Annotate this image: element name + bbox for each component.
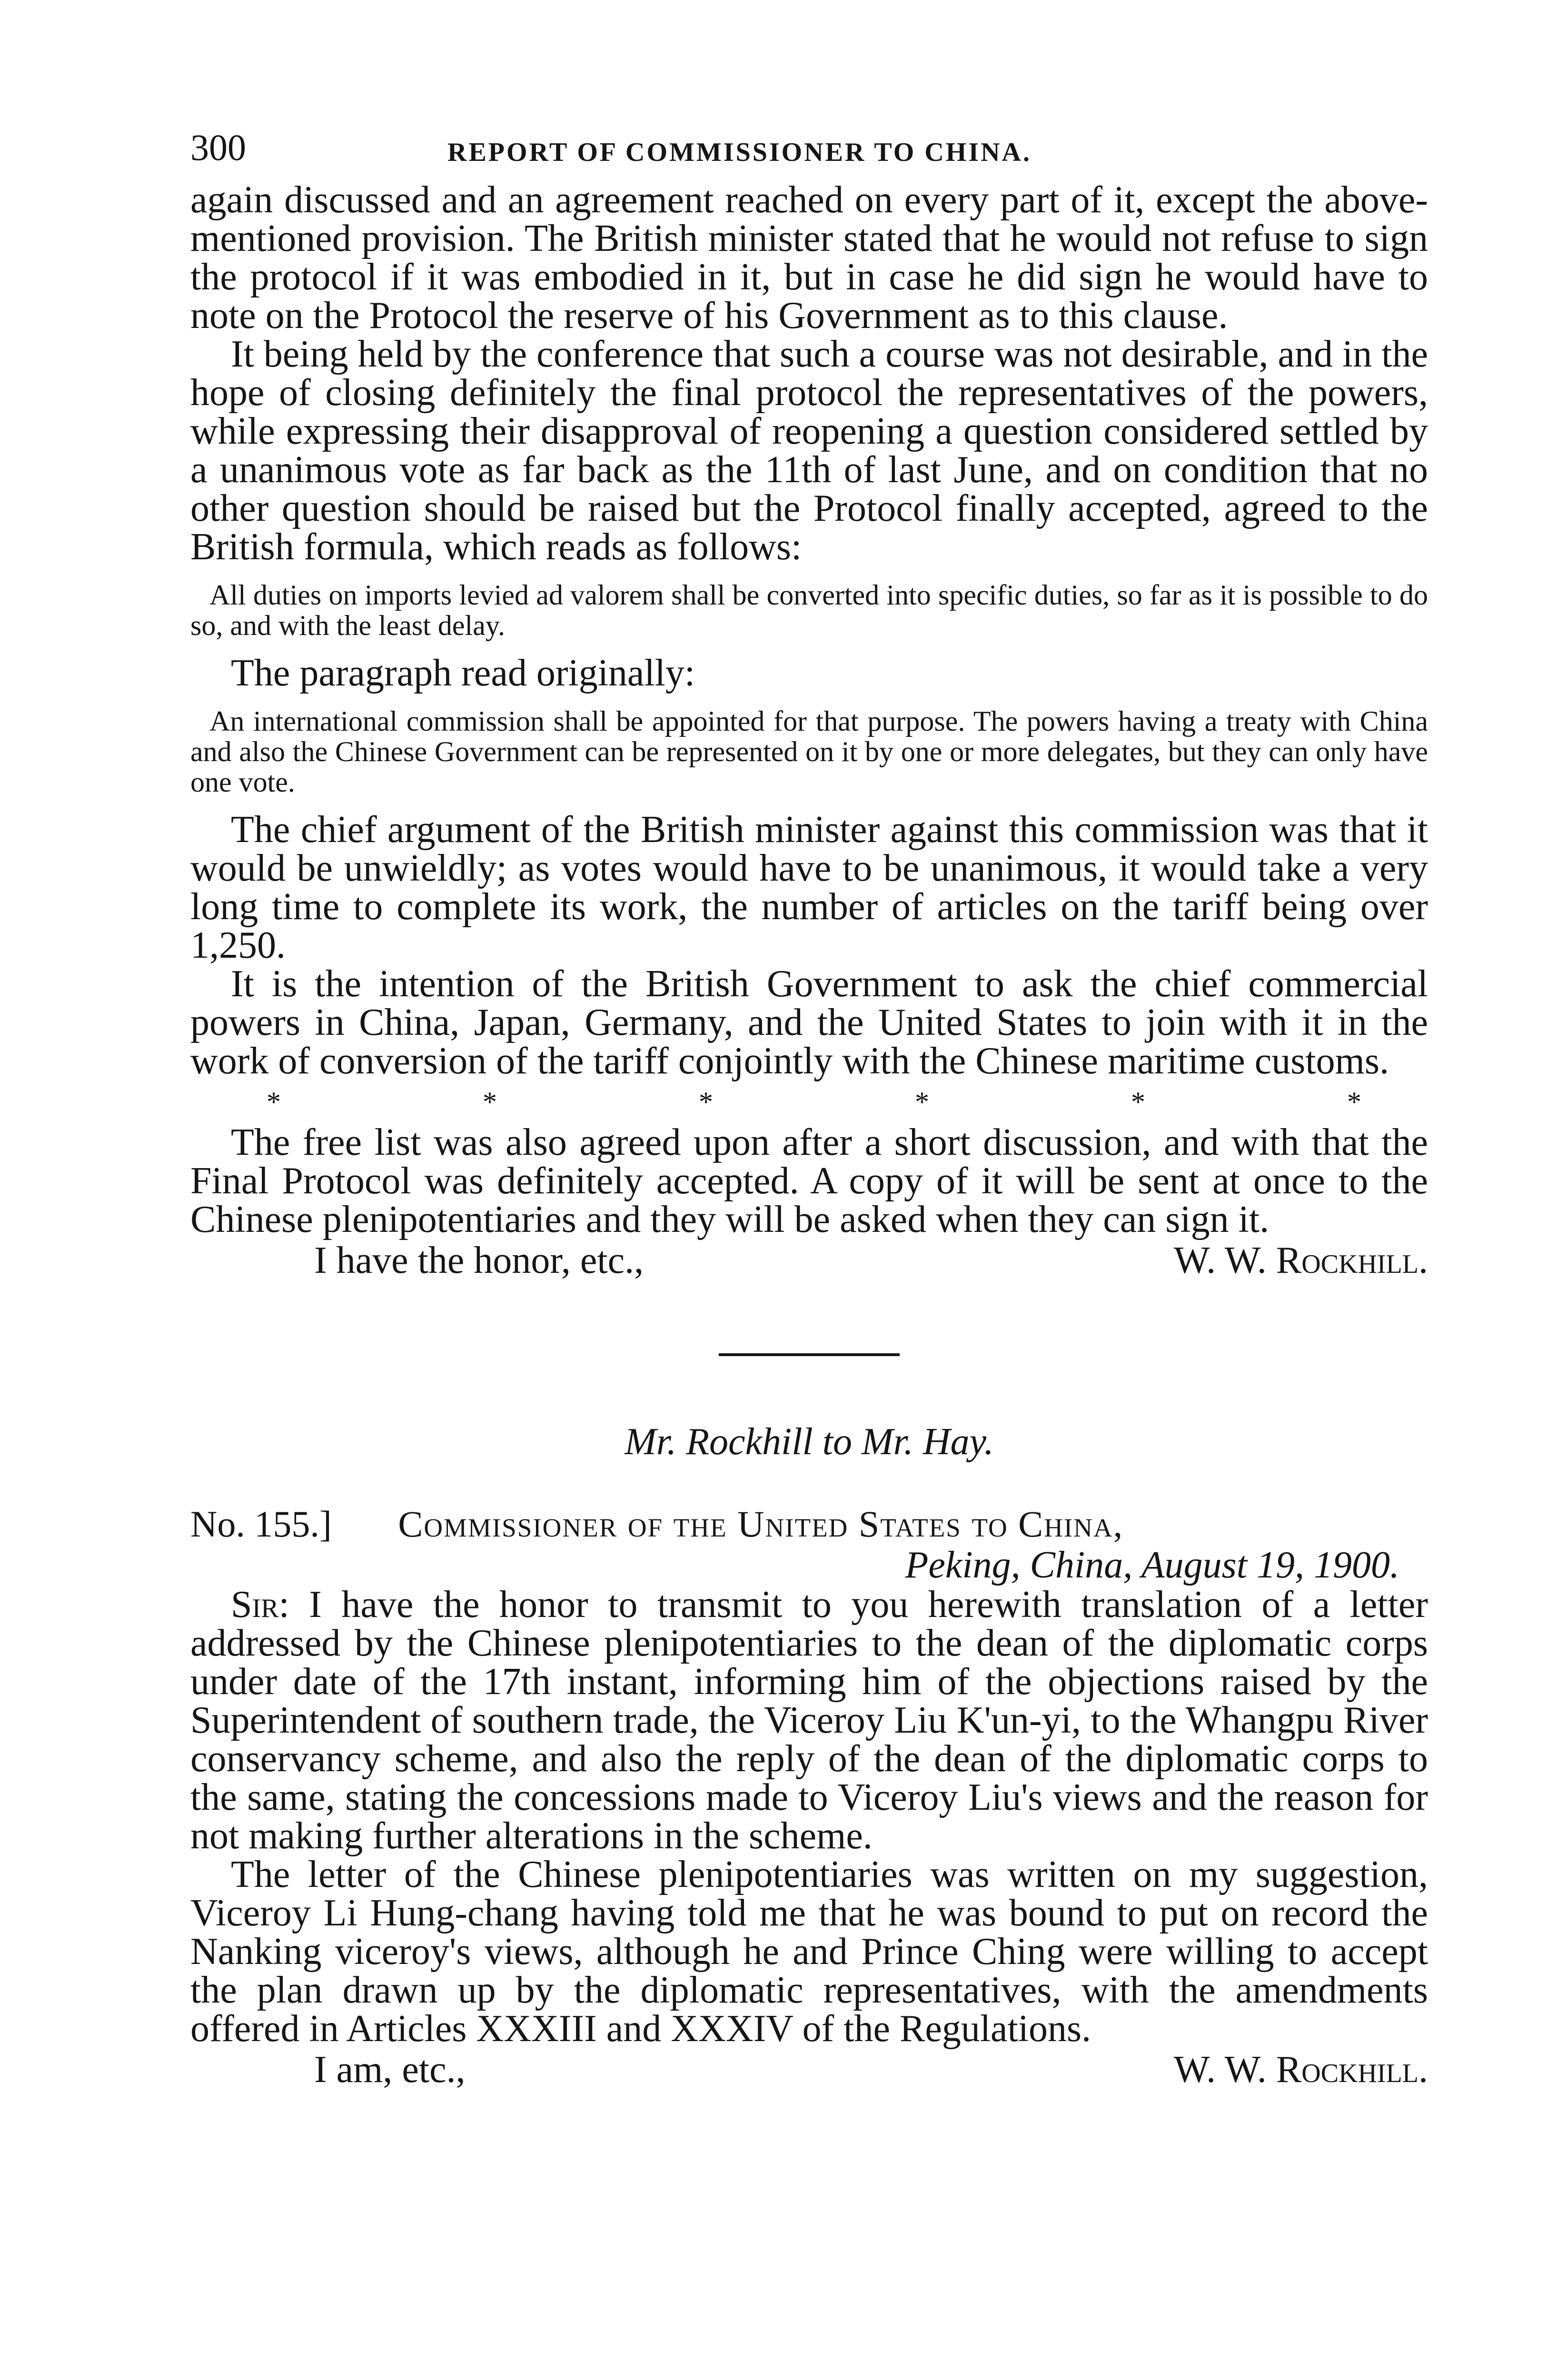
closing-text: I am, etc., xyxy=(314,2049,466,2091)
star: * xyxy=(483,1086,497,1118)
signature: W. W. Rockhill. xyxy=(1174,1240,1428,1281)
paragraph-5: It is the intention of the British Government to ask the chief commercial powers in China, Japan, Germany, and the United States to join with it in the work of conversion of the tariff conjointly with the Chinese maritime customs. xyxy=(190,963,1428,1082)
page-number: 300 xyxy=(190,127,246,168)
star: * xyxy=(1131,1086,1145,1118)
closing-line-1 xyxy=(190,1239,1428,1282)
quote-original-paragraph: An international commission shall be appointed for that purpose. The powers having a treaty with China and also the Chinese Government can be represented on it by one or more delegates, but they can only have one vote. xyxy=(190,705,1428,798)
paragraph-6: The free list was also agreed upon after a short discussion, and with that the Final Protocol was definitely accepted. A copy of it will be sent at once to the Chinese plenipotentiaries and they will be asked when they can sign it. xyxy=(190,1121,1428,1240)
letter-paragraph-1 xyxy=(190,1586,1428,1855)
letter-paragraph-2: The letter of the Chinese plenipotentiaries was written on my suggestion, Viceroy Li Hung-chang having told me that he was bound to put on record the Nanking viceroy's views, although he and Prince Ching were willing to accept the plan drawn up by the diplomatic representatives, with the amendments offered in Articles XXXIII and XXXIV of the Regulations. xyxy=(190,1854,1428,2050)
letter-from: Commissioner of the United States to China, xyxy=(398,1503,1124,1545)
letter-heading xyxy=(190,1504,1428,1545)
section-divider xyxy=(719,1353,900,1356)
star: * xyxy=(699,1086,713,1118)
signature: W. W. Rockhill. xyxy=(1174,2049,1428,2091)
page-header xyxy=(190,124,1428,181)
letter-title: Mr. Rockhill to Mr. Hay. xyxy=(625,1421,994,1463)
paragraph-2: It being held by the conference that such a course was not desirable, and in the hope of closing definitely the final protocol the representatives of the powers, while expressing their disapproval of reopening a question considered settled by a unanimous vote as far back as the 11th of last June, and on condition that no other question should be raised but the Protocol finally accepted, agreed to the British formula, which reads as follows: xyxy=(190,333,1428,568)
star: * xyxy=(1347,1086,1361,1118)
document-page xyxy=(190,124,1428,2091)
star: * xyxy=(915,1086,929,1118)
letter-paragraph-1-text: : I have the honor to transmit to you herewith translation of a letter addressed by the Chinese plenipotentiaries to the dean of the diplomatic corps under date of the 17th instant, informing him of the objections raised by the Superintendent of southern trade, the Viceroy Liu K'un-yi, to the Whangpu River conservancy scheme, and also the reply of the dean of the diplomatic corps to the same, stating the concessions made to Viceroy Liu's views and the reason for not making further alterations in the scheme. xyxy=(190,1584,1428,1857)
dateline: Peking, China, August 19, 1900. xyxy=(905,1544,1399,1586)
salutation: Sir xyxy=(231,1584,279,1626)
quote-british-formula: All duties on imports levied ad valorem shall be converted into specific duties, so far as it is possible to do so, and with the least delay. xyxy=(190,579,1428,641)
ellipsis-stars xyxy=(190,1081,1428,1123)
letter-number: No. 155.] xyxy=(190,1503,332,1545)
running-head: REPORT OF COMMISSIONER TO CHINA. xyxy=(447,138,1031,167)
paragraph-4: The chief argument of the British minister against this commission was that it would be unwieldly; as votes would have to be unanimous, it would take a very long time to complete its work, the number of articles on the tariff being over 1,250. xyxy=(190,809,1428,966)
paragraph-1: again discussed and an agreement reached on every part of it, except the above-mentioned provision. The British minister stated that he would not refuse to sign the protocol if it was embodied in it, but in case he did sign he would have to note on the Protocol the reserve of his Government as to this clause. xyxy=(190,179,1428,337)
star: * xyxy=(267,1086,281,1118)
closing-text: I have the honor, etc., xyxy=(314,1240,644,1281)
paragraph-3: The paragraph read originally: xyxy=(231,652,695,694)
closing-line-2 xyxy=(190,2048,1428,2091)
